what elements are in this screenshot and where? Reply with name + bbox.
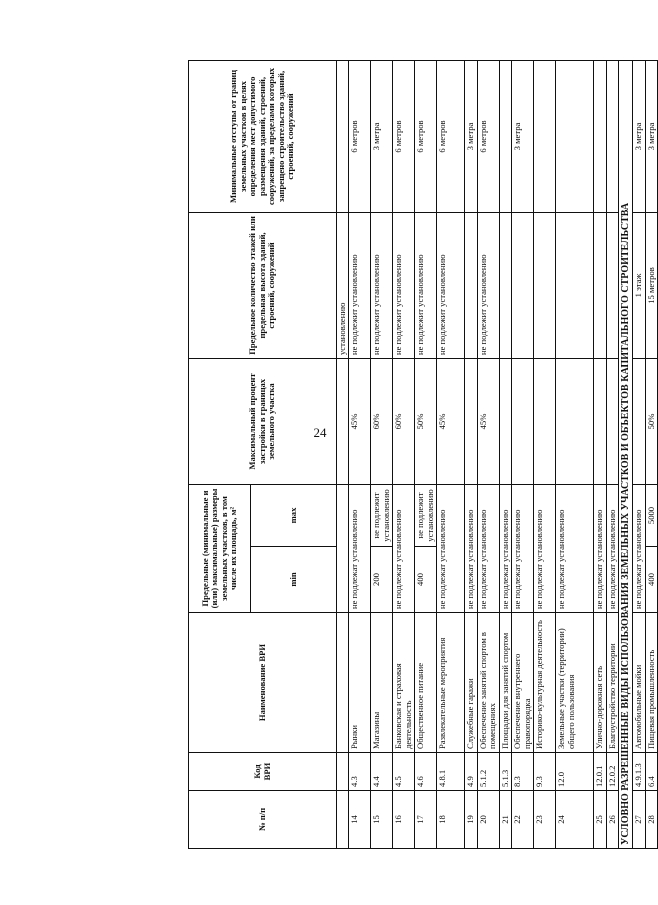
header-num: № п/п	[189, 791, 337, 849]
table-cell: 6 метров	[477, 60, 499, 212]
table-cell: 26	[606, 791, 618, 849]
table-cell: не подлежит установлению	[437, 212, 465, 358]
table-cell: 9.3	[534, 753, 556, 791]
table-cell: Развлекательные мероприятия	[437, 613, 465, 753]
table-cell: не подлежат установлению	[393, 484, 415, 612]
table-cell	[606, 60, 618, 212]
table-cell: не подлежит установлению	[349, 212, 371, 358]
table-cell: 4.3	[349, 753, 371, 791]
table-cell	[465, 212, 477, 358]
zoning-regulations-table	[188, 60, 658, 849]
table-cell: 400	[415, 547, 437, 613]
table-cell: 60%	[393, 358, 415, 484]
table-cell: 45%	[477, 358, 499, 484]
table-cell: 8.3	[512, 753, 534, 791]
header-setback: Минимальные отступы от границ земельных участков в целях определения мест допустимого размещения зданий, строений, сооружений, за пределами которых запрещено строительство зданий, строений, сооружений	[189, 60, 337, 212]
table-cell: 27	[633, 791, 645, 849]
table-cell	[499, 358, 511, 484]
table-cell	[512, 358, 534, 484]
table-cell: 4.9.1.3	[633, 753, 645, 791]
table-cell: не подлежит установлению	[415, 484, 437, 546]
table-cell: Земельные участки (территории) общего пользования	[556, 613, 594, 753]
table-cell: 12.0	[556, 753, 594, 791]
fragment-floors: установлению	[337, 212, 349, 358]
table-row	[415, 60, 437, 848]
header-row-1	[189, 60, 251, 848]
page-number: 24	[313, 425, 327, 440]
table-cell: Банковская и страховая деятельность	[393, 613, 415, 753]
table-cell: 5000	[645, 484, 657, 546]
table-cell	[556, 212, 594, 358]
header-max: max	[251, 484, 337, 546]
table-row	[499, 60, 511, 848]
table-cell: 60%	[371, 358, 393, 484]
table-cell	[594, 60, 606, 212]
table-cell	[512, 212, 534, 358]
table-cell: Автомобильные мойки	[633, 613, 645, 753]
table-cell: 3 метра	[371, 60, 393, 212]
section-heading-row	[619, 60, 633, 848]
table-cell: 5.1.2	[477, 753, 499, 791]
table-cell: 45%	[349, 358, 371, 484]
table-cell: 14	[349, 791, 371, 849]
table-cell: 6.4	[645, 753, 657, 791]
table-cell: не подлежат установлению	[534, 484, 556, 612]
table-row	[594, 60, 606, 848]
table-cell	[534, 358, 556, 484]
table-cell: Улично-дорожная сеть	[594, 613, 606, 753]
table-cell: не подлежат установлению	[512, 484, 534, 612]
table-cell: Историко-культурная деятельность	[534, 613, 556, 753]
table-cell: 50%	[645, 358, 657, 484]
table-cell: Магазины	[371, 613, 393, 753]
table-cell: Обеспечение внутреннего правопорядка	[512, 613, 534, 753]
table-cell: 19	[465, 791, 477, 849]
table-row	[606, 60, 618, 848]
table-cell	[633, 358, 645, 484]
table-cell	[606, 212, 618, 358]
table-row	[645, 60, 657, 848]
table-row	[349, 60, 371, 848]
table-cell: не подлежат установлению	[606, 484, 618, 612]
table-cell: 15 метров	[645, 212, 657, 358]
table-cell	[499, 60, 511, 212]
table-cell: Площадки для занятий спортом	[499, 613, 511, 753]
table-cell	[556, 358, 594, 484]
section-title: УСЛОВНО РАЗРЕШЕННЫЕ ВИДЫ ИСПОЛЬЗОВАНИЯ ЗЕМЕЛЬНЫХ УЧАСТКОВ И ОБЪЕКТОВ КАПИТАЛЬНОГО СТРОИТЕЛЬСТВА	[619, 60, 633, 848]
table-cell: Благоустройство территории	[606, 613, 618, 753]
table-row	[393, 60, 415, 848]
table-cell: 22	[512, 791, 534, 849]
table-cell: 4.4	[371, 753, 393, 791]
table-cell: Обеспечение занятий спортом в помещениях	[477, 613, 499, 753]
table-cell: 4.5	[393, 753, 415, 791]
table-cell: 3 метра	[512, 60, 534, 212]
table-cell: не подлежат установлению	[556, 484, 594, 612]
table-cell: 16	[393, 791, 415, 849]
table-cell: 6 метров	[349, 60, 371, 212]
header-min: min	[251, 547, 337, 613]
table-row	[633, 60, 645, 848]
top-fragment-row	[337, 60, 349, 848]
table-cell: 400	[645, 547, 657, 613]
table-cell: не подлежит установлению	[477, 212, 499, 358]
table-row	[512, 60, 534, 848]
table-cell: 28	[645, 791, 657, 849]
table-cell: 3 метра	[633, 60, 645, 212]
table-cell: не подлежит установлению	[371, 484, 393, 546]
table-cell	[556, 60, 594, 212]
table-cell: 17	[415, 791, 437, 849]
table-row	[465, 60, 477, 848]
table-cell: 23	[534, 791, 556, 849]
table-cell: 4.9	[465, 753, 477, 791]
rotated-table-wrapper	[188, 61, 656, 849]
table-cell: не подлежат установлению	[633, 484, 645, 612]
table-row	[534, 60, 556, 848]
table-cell	[606, 358, 618, 484]
table-row	[556, 60, 594, 848]
table-cell: 5.1.3	[499, 753, 511, 791]
table-cell: не подлежит установлению	[415, 212, 437, 358]
table-cell: Общественное питание	[415, 613, 437, 753]
table-cell: 12.0.1	[594, 753, 606, 791]
header-percent: Максимальный процент застройки в границах земельного участка	[189, 358, 337, 484]
table-cell: 15	[371, 791, 393, 849]
table-cell: 45%	[437, 358, 465, 484]
table-cell: 21	[499, 791, 511, 849]
header-name: Наименование ВРИ	[189, 613, 337, 753]
table-cell: 18	[437, 791, 465, 849]
table-cell: 4.8.1	[437, 753, 465, 791]
table-cell: 6 метров	[393, 60, 415, 212]
table-cell: 3 метра	[465, 60, 477, 212]
table-cell	[594, 212, 606, 358]
header-code: Код ВРИ	[189, 753, 337, 791]
table-cell: 6 метров	[437, 60, 465, 212]
table-cell: не подлежат установлению	[594, 484, 606, 612]
table-cell: 1 этаж	[633, 212, 645, 358]
table-cell	[594, 358, 606, 484]
table-row	[437, 60, 465, 848]
header-size-group: Предельные (минимальные и (или) максимальные) размеры земельных участков, в том числе их площадь, м²	[189, 484, 251, 612]
table-row	[477, 60, 499, 848]
table-cell: Служебные гаражи	[465, 613, 477, 753]
table-cell: не подлежат установлению	[349, 484, 371, 612]
table-cell: не подлежат установлению	[437, 484, 465, 612]
table-cell: 50%	[415, 358, 437, 484]
table-cell: 200	[371, 547, 393, 613]
table-cell: Пищевая промышленность	[645, 613, 657, 753]
table-cell: 6 метров	[415, 60, 437, 212]
table-cell: 20	[477, 791, 499, 849]
table-cell	[534, 212, 556, 358]
table-cell: 3 метра	[645, 60, 657, 212]
table-cell: 4.6	[415, 753, 437, 791]
table-cell: не подлежат установлению	[465, 484, 477, 612]
table-cell: 24	[556, 791, 594, 849]
table-row	[371, 60, 393, 848]
header-floors: Предельное количество этажей или предельная высота зданий, строений, сооружений	[189, 212, 337, 358]
table-cell: 12.0.2	[606, 753, 618, 791]
table-cell	[465, 358, 477, 484]
table-cell: не подлежит установлению	[371, 212, 393, 358]
table-cell	[499, 212, 511, 358]
table-cell: не подлежит установлению	[393, 212, 415, 358]
table-cell: Рынки	[349, 613, 371, 753]
table-cell: не подлежат установлению	[499, 484, 511, 612]
table-cell: 25	[594, 791, 606, 849]
table-cell: не подлежат установлению	[477, 484, 499, 612]
table-cell	[534, 60, 556, 212]
